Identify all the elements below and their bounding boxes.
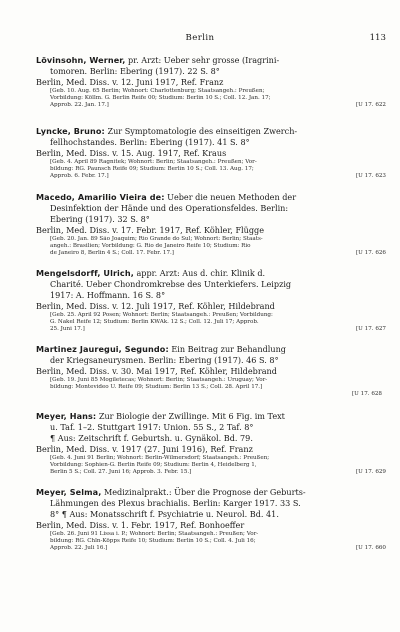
dissertation-entry bbox=[36, 55, 386, 110]
entry-text-line: u. Taf. 1–2. Stuttgart 1917: Union. 55 S., 2 Taf. 8° bbox=[50, 422, 254, 432]
entry-text-line: Berlin, Med. Diss. v. 15. Aug. 1917, Ref. Kraus bbox=[36, 148, 227, 158]
entry-text-line: Berlin, Med. Diss. v. 12. Juli 1917, Ref. Köhler, Hildebrand bbox=[36, 301, 275, 311]
biographical-note: [Geb. 26. Juni 91 Lissa i. P.; Wohnort: Berlin; Staatsangeh.: Preußen; Vor- bbox=[50, 531, 259, 537]
author-name: Lyncke, Bruno: bbox=[36, 126, 105, 136]
biographical-note: [Geb. 25. April 92 Posen; Wohnort: Berlin; Staatsangeh.: Preußen; Vorbildung: bbox=[50, 312, 273, 318]
entry-text-line: tomoren. Berlin: Ebering (1917). 22 S. 8° bbox=[50, 66, 220, 76]
dissertation-entry bbox=[36, 344, 386, 399]
author-name: Macedo, Amarilio Vieira de: bbox=[36, 192, 165, 202]
biographical-note: 25. Juni 17.] [U 17. 627 bbox=[50, 326, 386, 333]
entry-text-line: Berlin, Med. Diss. v. 1917 (27. Juni 1916), Ref. Franz bbox=[36, 444, 253, 454]
title-text: Ein Beitrag zur Behandlung bbox=[168, 344, 286, 354]
entry-title-line bbox=[36, 126, 386, 137]
biographical-note: de Janeiro 8, Berlin 4 S.; Coll. 17. Febr. 17.] [U 17. 626 bbox=[50, 250, 386, 257]
title-text: appr. Arzt: Aus d. chir. Klinik d. bbox=[133, 268, 266, 278]
accession-number: [U 17. 623 bbox=[355, 173, 386, 180]
title-text: Ueber die neuen Methoden der bbox=[164, 192, 297, 202]
entry-text-line: Desinfektion der Hände und des Operationsfeldes. Berlin: bbox=[50, 203, 289, 213]
page-header bbox=[0, 33, 400, 47]
entry-text-line: Berlin, Med. Diss. v. 30. Mai 1917, Ref. Köhler, Hildebrand bbox=[36, 366, 277, 376]
dissertation-entry bbox=[36, 487, 386, 553]
title-text: pr. Arzt: Ueber sehr grosse (Iragrini- bbox=[125, 55, 280, 65]
biographical-note: Vorbildung: Sophien-G. Berlin Reife 09; Studium: Berlin 4, Heidelberg 1, bbox=[50, 462, 257, 469]
biographical-note: bildung: Montevideo U. Reife 09; Studium: Berlin 13 S.; Coll. 28. April 17.] bbox=[50, 384, 263, 391]
accession-number: [U 17. 627 bbox=[355, 326, 386, 333]
accession-number: [U 17. 628 bbox=[351, 391, 382, 398]
accession-number: [U 17. 626 bbox=[355, 250, 386, 257]
dissertation-entry bbox=[36, 411, 386, 477]
biographical-note: [Geb. 20. Jan. 89 São Joaquim; Rio Grande do Sul; Wohnort: Berlin; Staats- bbox=[50, 236, 263, 242]
accession-number: [U 17. 622 bbox=[355, 102, 386, 109]
entry-text-line: der Kriegsaneurysmen. Berlin: Ebering (1917). 46 S. 8° bbox=[50, 355, 279, 365]
biographical-note: G. Nakel Reife 12; Studium: Berlin KWAk. 12 S.; Coll. 12. Juli 17; Approb. bbox=[50, 319, 259, 326]
author-name: Mengelsdorff, Ulrich, bbox=[36, 268, 134, 278]
author-name: Meyer, Selma, bbox=[36, 487, 102, 497]
biographical-note: Approb. 22. Jan. 17.] [U 17. 622 bbox=[50, 102, 386, 109]
author-name: Lövinsohn, Werner, bbox=[36, 55, 126, 65]
biographical-note: [Geb. 19. Juni 85 Mogiletecas; Wohnort: Berlin; Staatsangeh.: Uruguay; Vor- bbox=[50, 377, 268, 383]
dissertation-entry bbox=[36, 192, 386, 258]
author-name: Martinez Jauregui, Segundo: bbox=[36, 344, 169, 354]
running-title: Berlin bbox=[185, 33, 215, 43]
biographical-note: bildung: RG. Chln-Köpps Reife 10; Studium: Berlin 10 S.; Coll. 4. Juli 16; bbox=[50, 538, 256, 545]
entry-title-line bbox=[36, 268, 386, 279]
entry-text-line: fellhochstandes. Berlin: Ebering (1917). 41 S. 8° bbox=[50, 137, 250, 147]
biographical-note: Approb. 6. Febr. 17.] [U 17. 623 bbox=[50, 173, 386, 180]
entry-text-line: Berlin, Med. Diss. v. 12. Juni 1917, Ref. Franz bbox=[36, 77, 224, 87]
entry-text-line: Berlin, Med. Diss. v. 17. Febr. 1917, Ref. Köhler, Flügge bbox=[36, 225, 265, 235]
entry-title-line bbox=[36, 344, 386, 355]
title-text: Zur Biologie der Zwillinge. Mit 6 Fig. im Text bbox=[96, 411, 285, 421]
biographical-note: [Geb. 10. Aug. 65 Berlin; Wohnort: Charlottenburg; Staatsangeh.: Preußen; bbox=[50, 88, 265, 94]
entry-title-line bbox=[36, 55, 386, 66]
entry-text-line: 1917: A. Hoffmann. 16 S. 8° bbox=[50, 290, 166, 300]
biographical-note: [Geb. 4. Juni 91 Berlin; Wohnort: Berlin-Wilmersdorf; Staatsangeh.: Preußen; bbox=[50, 455, 270, 461]
biographical-note: angeh.: Brasilien; Vorbildung: G. Rio de Janeiro Reife 10; Studium: Rio bbox=[50, 243, 251, 250]
entry-text-line: ¶ Aus: Zeitschrift f. Geburtsh. u. Gynäkol. Bd. 79. bbox=[50, 433, 253, 443]
entry-title-line bbox=[36, 487, 386, 498]
entry-title-line bbox=[36, 192, 386, 203]
dissertation-entry bbox=[36, 268, 386, 334]
entry-title-line bbox=[36, 411, 386, 422]
dissertation-entry bbox=[36, 126, 386, 181]
entry-text-line: Ebering (1917). 32 S. 8° bbox=[50, 214, 150, 224]
accession-number: [U 17. 629 bbox=[355, 469, 386, 476]
biographical-note: bildung: RG. Paunsch Reife 09; Studium: Berlin 10 S.; Coll. 13. Aug. 17; bbox=[50, 166, 254, 173]
biographical-note: Berlin 5 S.; Coll. 27. Juni 16; Approb. 3. Febr. 15.] [U 17. 629 bbox=[50, 469, 386, 476]
title-text: Zur Symptomatologie des einseitigen Zwerch- bbox=[104, 126, 298, 136]
entry-text-line: Berlin, Med. Diss. v. 1. Febr. 1917, Ref. Bonhoeffer bbox=[36, 520, 245, 530]
page-number: 113 bbox=[369, 33, 386, 43]
entry-text-line: Lähmungen des Plexus brachialis. Berlin: Karger 1917. 33 S. bbox=[50, 498, 301, 508]
author-name: Meyer, Hans: bbox=[36, 411, 97, 421]
accession-number: [U 17. 660 bbox=[355, 545, 386, 552]
title-text: Medizinalprakt.: Über die Prognose der Geburts- bbox=[101, 487, 306, 497]
biographical-note: Approb. 22. Juli 16.] [U 17. 660 bbox=[50, 545, 386, 552]
biographical-note: [Geb. 4. April 89 Ragnitek; Wohnort: Berlin; Staatsangeh.: Preußen; Vor- bbox=[50, 159, 257, 165]
entry-text-line: 8° ¶ Aus: Monatsschrift f. Psychiatrie u. Neurol. Bd. 41. bbox=[50, 509, 279, 519]
biographical-note: Vorbildung: Köllm. G. Berlin Reife 00; Studium: Berlin 10 S.; Coll. 12. Jan. 17; bbox=[50, 95, 271, 102]
entry-text-line: Charité. Ueber Chondromkrebse des Unterkiefers. Leipzig bbox=[50, 279, 292, 289]
